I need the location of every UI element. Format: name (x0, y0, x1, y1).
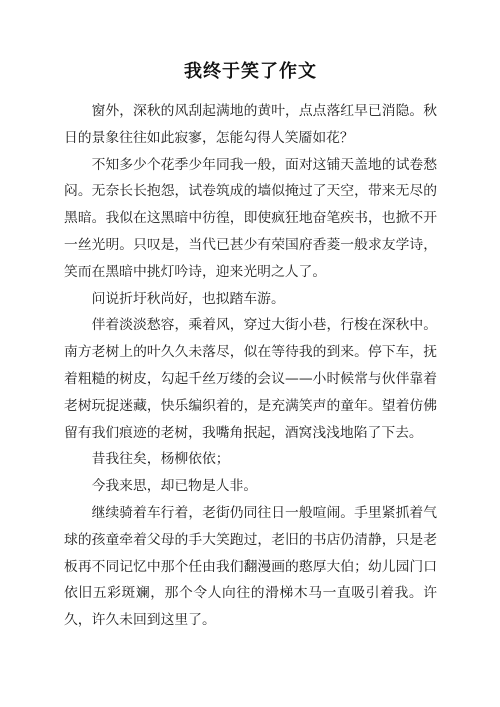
paragraph: 继续骑着车行着，老街仍同往日一般喧闹。手里紧抓着气球的孩童牵着父母的手大笑跑过，老旧的书店仍清静，只是老板再不同记忆中那个任由我们翻漫画的憨厚大伯；幼儿园门口依旧五彩斑斓，那个令人向往的滑梯木马一直吸引着我。许久，许久未回到这里了。 (64, 504, 437, 629)
paragraph: 不知多少个花季少年同我一般，面对这铺天盖地的试卷愁闷。无奈长长抱怨，试卷筑成的墙似掩过了天空，带来无尽的黑暗。我似在这黑暗中彷徨，即使疯狂地奋笔疾书，也掀不开一丝光明。只叹是，当代已甚少有荣国府香菱一般求友学诗，笑而在黑暗中挑灯吟诗，迎来光明之人了。 (64, 156, 437, 280)
paragraph: 今我来思，却已物是人非。 (91, 478, 258, 495)
paragraph: 昔我往矣，杨柳依依； (91, 451, 230, 468)
paragraph: 伴着淡淡愁容，乘着风，穿过大街小巷，行梭在深秋中。南方老树上的叶久久未落尽，似在等待我的到来。停下车，抚着粗糙的树皮，勾起千丝万缕的会议——小时候常与伙伴靠着老树玩捉迷藏，快乐编织着的，是充满笑声的童年。望着仿佛留有我们痕迹的老树，我嘴角抿起，酒窝浅浅地陷了下去。 (64, 317, 437, 441)
paragraph: 问说折圩秋尚好，也拟踏车游。 (91, 290, 285, 307)
document-body (64, 98, 437, 634)
document-title: 我终于笑了作文 (184, 61, 317, 82)
paragraph: 窗外，深秋的风刮起满地的黄叶，点点落红早已消隐。秋日的景象往往如此寂寥，怎能勾得人笑靥如花？ (64, 103, 437, 146)
